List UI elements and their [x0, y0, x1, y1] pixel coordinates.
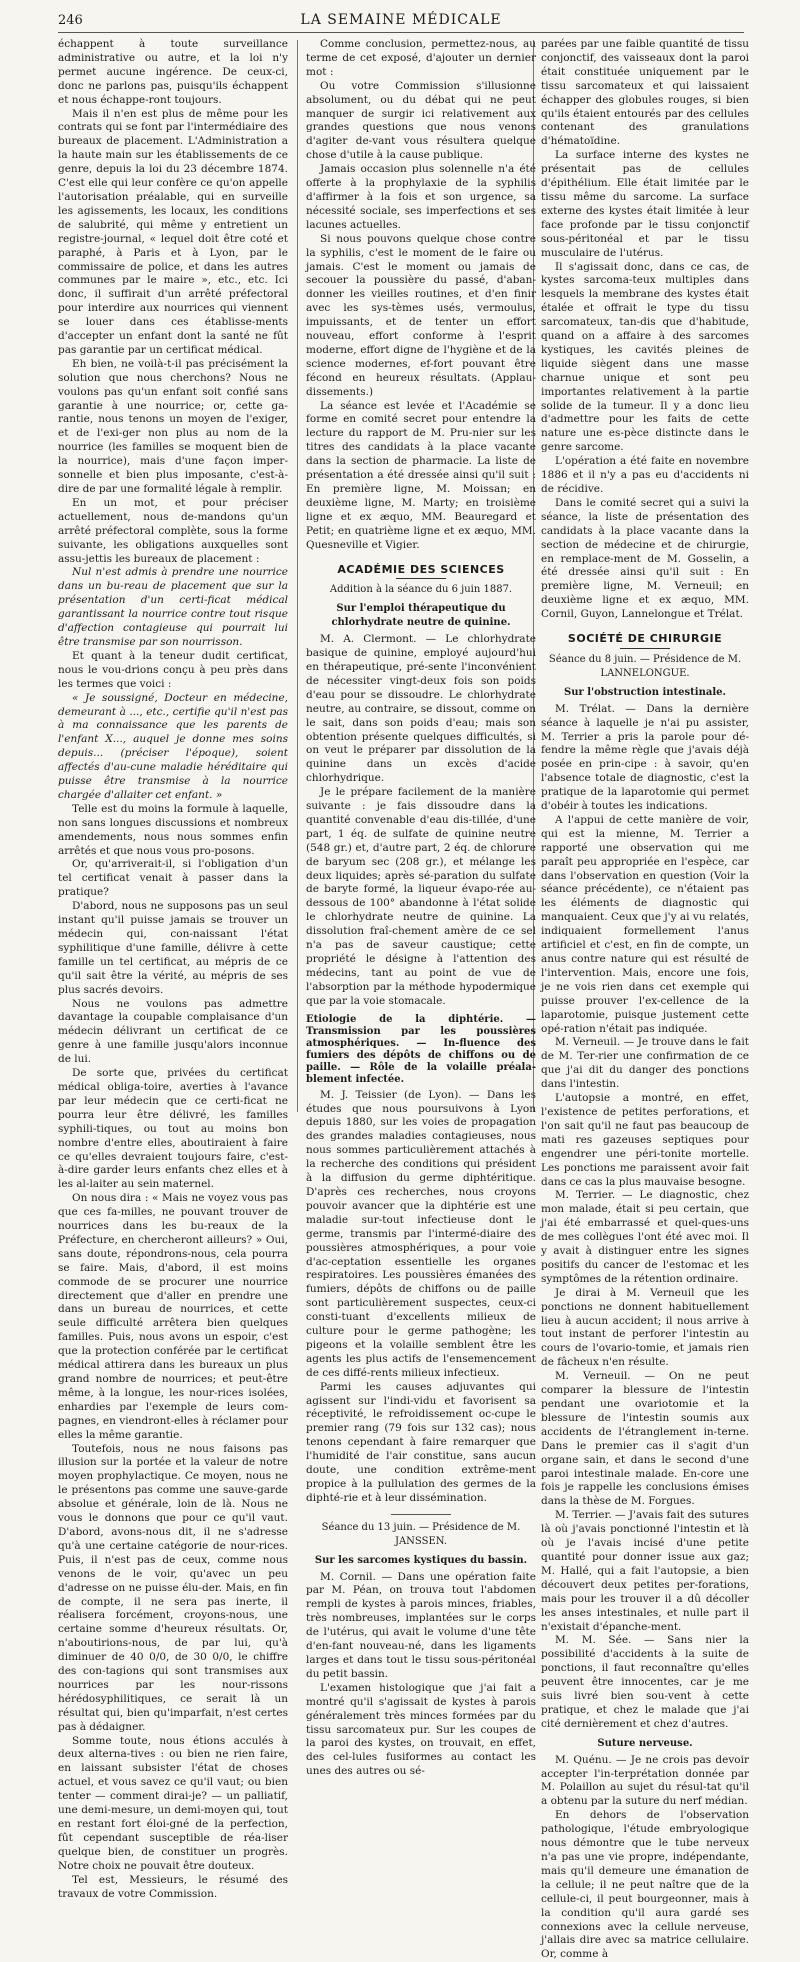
section-heading-chirurgie: SOCIÉTÉ DE CHIRURGIE — [567, 632, 723, 646]
paragraph: Dans le comité secret qui a suivi la séance, la liste de présentation des candidats à la place vacante dans la section de médecine et de chirurgie, en remplace-ment de M. Gosselin, a été dressée ainsi qu'il suit : En première ligne, M. Verneuil; en deuxième ligne et ex æquo, MM. Cornil, Guyon, Lannelongue et Trélat. — [541, 496, 749, 621]
column-right — [541, 38, 749, 1961]
divider-rule — [391, 1514, 451, 1515]
journal-title: LA SEMAINE MÉDICALE — [300, 12, 502, 28]
article-subheading: Suture nerveuse. — [597, 1737, 693, 1749]
paragraph: Ou votre Commission s'illusionne absolument, ou du débat qui ne peut manquer de surgir ici relativement aux grandes questions que nous venons d'agiter de-vant vous résultera quelque chose d'utile à la cause publique. — [306, 79, 536, 162]
paragraph: L'examen histologique que j'ai fait a montré qu'il s'agissait de kystes à parois généralement très minces formées par du tissu sarcomateux pur. Sur les coupes de la paroi des kystes, on trouvait, en effet, des cel-lules fusiformes au contact les unes des autres ou sé- — [306, 1681, 536, 1778]
paragraph: Je le prépare facilement de la manière suivante : je fais dissoudre dans la quantité convenable d'eau dis-tillée, d'une part, 1 éq. de sulfate de quinine neutre (548 gr.) et, d'autre part, 2 éq. de chlorure de baryum sec (208 gr.), et mélange les deux liquides; après sé-paration du sulfate de baryte formé, la liqueur évapo-rée au-dessous de 100° abandonne à l'état solide le chlorhydrate neutre de quinine. La dissolution fraî-chement amère de ce sel n'a pas de saveur caustique; cette propriété le désigne à l'attention des médecins, tant au point de vue de l'absorption par la méthode hypodermique que par la voie stomacale. — [306, 786, 536, 1007]
paragraph: Jamais occasion plus solennelle n'a été offerte à la prophylaxie de la syphilis d'affirmer à la fois et son urgence, sa nécessité sociale, ses imperfections et ses lacunes actuelles. — [306, 163, 536, 231]
session-line: Addition à la séance du 6 juin 1887. — [329, 584, 513, 596]
article-subheading: Sur l'emploi thérapeutique du chlorhydrate neutre de quinine. — [331, 603, 511, 629]
paragraph: M. Terrier. — Le diagnostic, chez mon malade, était si peu certain, que j'ai été embarrassé et quel-ques-uns de mes collègues l'ont été avec moi. Il y avait à distinguer entre les signes positifs du cancer de l'estomac et les symptômes de la rétention ordinaire. — [541, 1189, 749, 1285]
paragraph: Eh bien, ne voilà-t-il pas précisément la solution que nous cherchons? Nous ne voulons pas qu'un enfant soit confié sans garantie à une nourrice; or, cette ga-rantie, nous tenons un moyen de l'exiger, et de l'exi-ger non plus au nom de la nourrice (les familles se moquent bien de la nourrice), mais d'une façon imper-sonnelle et bien plus imposante, c'est-à-dire de par une formalité légale à remplir. — [58, 357, 288, 495]
paragraph: L'autopsie a montré, en effet, l'existence de petites perforations, et l'on sait qu'il ne faut pas beaucoup de mati res gazeuses septiques pour engendrer une péri-tonite mortelle. Les ponctions me paraissent avoir fait dans ce cas la plus mauvaise besogne. — [541, 1092, 749, 1188]
paragraph: Toutefois, nous ne nous faisons pas illusion sur la portée et la valeur de notre moyen prophylactique. Ce moyen, nous ne le présentons pas comme une sauve-garde absolue et générale, loin de là. Nous ne vous le donnons que pour ce qu'il vaut. D'abord, avons-nous dit, il ne s'adresse qu'à une certaine catégorie de nour-rices. Puis, il n'est pas de ceux, comme nous venons de le voir, qu'avec un peu d'adresse on ne puisse élu-der. Mais, en fin de compte, il ne sera pas inerte, il réalisera forcément, croyons-nous, une certaine somme d'heureux résultats. Or, n'aboutirions-nous, de par lui, qu'à diminuer de 40 0/0, de 30 0/0, le chiffre des con-tagions qui sont transmises aux nourrices par les nour-rissons hérédosyphilitiques, ce serait là un résultat qui, bien qu'imparfait, n'est certes pas à dédaigner. — [58, 1442, 288, 1733]
session-line: Séance du 8 juin. — Présidence de M. LANNELONGUE. — [548, 653, 742, 679]
paragraph: M. M. Sée. — Sans nier la possibilité d'accidents à la suite de ponctions, il faut reconnaître qu'elles peuvent être innocentes, car je me suis livré bien sou-vent à cette pratique, et chez le malade que j'ai cité dernièrement et chez d'autres. — [541, 1634, 749, 1730]
paragraph: M. Verneuil. — Je trouve dans le fait de M. Ter-rier une confirmation de ce que j'ai dit du danger des ponctions dans l'intestin. — [541, 1036, 749, 1091]
article-subheading: Etiologie de la diphtérie. — Transmission par les poussières atmosphériques. — In-fluence des fumiers des dépôts de chiffons ou de paille. — Rôle de la volaille préala-blement infectée. — [306, 1013, 536, 1085]
paragraph: Tel est, Messieurs, le résumé des travaux de votre Commission. — [58, 1873, 288, 1900]
paragraph: La surface interne des kystes ne présentait pas de cellules d'épithélium. Elle était limitée par le tissu même du sarcome. La surface externe des kystes était limitée à leur face profonde par le tissu conjonctif sous-péritonéal et par le tissu musculaire de l'utérus. — [541, 149, 749, 259]
paragraph: Nul n'est admis à prendre une nourrice dans un bu-reau de placement que sur la présentation d'un certi-ficat médical garantissant la nourrice contre tout risque d'affection contagieuse qui pourrait lui être transmise par son nourrisson. — [58, 566, 288, 648]
page-header — [58, 10, 744, 33]
column-left — [58, 38, 288, 1900]
section-heading-academie: ACADÉMIE DES SCIENCES — [337, 562, 505, 576]
paragraph: Si nous pouvons quelque chose contre la syphilis, c'est le moment de le faire ou jamais. C'est le moment ou jamais de secouer la poussière du passé, d'aban-donner les vieilles routines, et d'en finir avec les sys-tèmes usés, vermoulus, impuissants, et de tenter un effort nouveau, effort conforme à l'esprit moderne, effort digne de l'hygiène et de la science modernes, ef-fort pouvant être fécond en heureux résultats. (Applau-dissements.) — [306, 232, 536, 398]
paragraph: « Je soussigné, Docteur en médecine, demeurant à ..., etc., certifie qu'il n'est pas à ma connaissance que les parents de l'enfant X..., auquel je donne mes soins depuis... (préciser l'époque), soient affectés d'au-cune maladie héréditaire qui puisse être transmise à la nourrice chargée d'allaiter cet enfant. » — [58, 691, 288, 801]
paragraph: La séance est levée et l'Académie se forme en comité secret pour entendre la lecture du rapport de M. Pru-nier sur les titres des candidats à la place vacante dans la section de pharmacie. La liste de présentation a été dressée ainsi qu'il suit : En première ligne, M. Moissan; en deuxième ligne, M. Marty; en troisième ligne et ex æquo, MM. Beauregard et Petit; en quatrième ligne et ex æquo, MM. Quesneville et Vigier. — [306, 399, 536, 551]
session-line: Séance du 13 juin. — Présidence de M. JANSSEN. — [321, 1521, 521, 1547]
paragraph: M. Quénu. — Je ne crois pas devoir accepter l'in-terprétation donnée par M. Polaillon au sujet du résul-tat qu'il a obtenu par la suture du nerf médian. — [541, 1753, 749, 1808]
column-middle — [306, 38, 536, 1778]
paragraph: M. Verneuil. — On ne peut comparer la blessure de l'intestin pendant une ovariotomie et la blessure de l'intestin soumis aux accidents de l'étranglement in-terne. Dans le premier cas il s'agit d'un organe sain, et dans le second d'une paroi intestinale malade. En-core une fois je rappelle les conclusions émises dans la thèse de M. Forgues. — [541, 1370, 749, 1508]
paragraph: On nous dira : « Mais ne voyez vous pas que ces fa-milles, ne pouvant trouver de nourrices dans les bu-reaux de la Préfecture, en chercheront ailleurs? » Oui, sans doute, répondrons-nous, cela pourra se faire. Mais, d'abord, il est moins commode de se procurer une nourrice directement que d'aller en prendre une dans un bureau de nourrices, et cette seule difficulté arrêtera bien quelques familles. Puis, nous avons un espoir, c'est que la protection conférée par le certificat médical attirera dans les bureaux un plus grand nombre de nourrices; et peut-être même, à la longue, les nour-rices isolées, enhardies par l'exemple de leurs com-pagnes, en viendront-elles à réclamer pour elles la même garantie. — [58, 1192, 288, 1441]
paragraph: Il s'agissait donc, dans ce cas, de kystes sarcoma-teux multiples dans lesquels la membrane des kystes était étalée et offrait le type du tissu sarcomateux, tan-dis que d'habitude, quand on a affaire à des sarcomes kystiques, les cavités pleines de liquide siègent dans une masse charnue unique et sont peu importantes relativement à la partie solide de la tumeur. Il y a donc lieu d'admettre pour les faits de cette nature une es-pèce distincte dans le genre sarcome. — [541, 260, 749, 454]
paragraph: M. J. Teissier (de Lyon). — Dans les études que nous poursuivons à Lyon depuis 1880, sur les voies de propagation des grandes maladies contagieuses, nous nous sommes particulièrement attachés à la recherche des conditions qui président à la diffusion du germe diphtéritique. D'après ces recherches, nous croyons pouvoir avancer que la diphtérie est une maladie sur-tout infectieuse dont le germe, transmis par l'intermé-diaire des poussières atmosphériques, a pour voie d'ac-ceptation essentielle les organes respiratoires. Les poussières émanées des fumiers, dépôts de chiffons ou de paille sont particulièrement suspectes, ceux-ci consti-tuant d'excellents milieux de culture pour le germe pathogène; les pigeons et la volaille semblent être les agents les plus actifs de l'ensemencement de ces diffé-rents milieux infectieux. — [306, 1088, 536, 1379]
article-subheading: Sur les sarcomes kystiques du bassin. — [314, 1554, 528, 1566]
paragraph: Comme conclusion, permettez-nous, au terme de cet exposé, d'ajouter un dernier mot : — [306, 38, 536, 78]
paragraph: Or, qu'arriverait-il, si l'obligation d'un tel certificat venait à passer dans la pratique? — [58, 858, 288, 899]
paragraph: Mais il n'en est plus de même pour les contrats qui se font par l'intermédiaire des bureaux de placement. L'Administration a la haute main sur les établissements de ce genre, depuis la loi du 23 décembre 1874. C'est elle qui leur confère ce qu'on appelle l'autorisation préalable, qui en surveille les agissements, les locaux, les conditions de salubrité, qui même y entretient un registre-journal, « lequel doit être coté et paraphé, à Paris et à Lyon, par le commissaire de police, et dans les autres communes par le maire », etc., etc. Ici donc, il suffirait d'un arrêté préfectoral pour interdire aux nourrices qui viennent se louer dans ces établisse-ments d'accepter un enfant dont la santé ne fût pas garantie par un certificat médical. — [58, 107, 288, 356]
paragraph: échappent à toute surveillance administrative ou autre, et la loi n'y permet aucune ingérence. De ceux-ci, donc ne parlons pas, puisqu'ils échappent et nous échappe-ront toujours. — [58, 38, 288, 106]
paragraph: parées par une faible quantité de tissu conjonctif, des vaisseaux dont la paroi était constituée uniquement par le tissu sarcomateux et qui laissaient échapper des globules rouges, si bien qu'ils étaient entourés par des cellules contenant des granulations d'hématoïdine. — [541, 38, 749, 148]
paragraph: D'abord, nous ne supposons pas un seul instant qu'il puisse jamais se trouver un médecin qui, con-naissant l'état syphilitique d'une famille, délivre à cette famille un tel certificat, au mépris de ce qu'il sait être la vérité, au mépris de ses plus sacrés devoirs. — [58, 900, 288, 996]
page-number: 246 — [58, 13, 83, 28]
paragraph: M. Cornil. — Dans une opération faite par M. Péan, on trouva tout l'abdomen rempli de kystes à parois minces, friables, très nombreuses, implantées sur le corps de l'utérus, qui avait le volume d'une tête d'en-fant nouveau-né, dans les ligaments larges et dans tout le tissu sous-péritonéal du petit bassin. — [306, 1570, 536, 1680]
paragraph: A l'appui de cette manière de voir, qui est la mienne, M. Terrier a rapporté une observation qui me paraît peu appropriée en l'espèce, car dans l'observation en question (Voir la séance précédente), ce n'étaient pas les éléments de diagnostic qui manquaient. Ceux que j'y ai vu relatés, indiquaient formellement l'anus artificiel et c'est, en fin de compte, un anus contre nature qui est résulté de l'intervention. Mais, encore une fois, je ne vois rien dans cet exemple qui puisse prouver l'ex-cellence de la laparotomie, puisque justement cette opé-ration n'était pas indiquée. — [541, 813, 749, 1035]
article-subheading: Sur l'obstruction intestinale. — [564, 686, 726, 698]
paragraph: Parmi les causes adjuvantes qui agissent sur l'indi-vidu et favorisent sa réceptivité, le refroidissement oc-cupe le premier rang (79 fois sur 132 cas); nous tenons cependant à faire remarquer que l'humidité de l'air constitue, sans aucun doute, une condition extrême-ment propice à la pullulation des germes de la diphté-rie et à leur dissémination. — [306, 1380, 536, 1504]
paragraph: M. Terrier. — J'avais fait des sutures là où j'avais ponctionné l'intestin et là où je l'avais incisé d'une petite quantité pour donner issue aux gaz; M. Hallé, qui a fait l'autopsie, a bien découvert deux petites per-forations, mais pour les trouver il a dû décoller les anses intestinales, et nulle part il n'existait d'épanche-ment. — [541, 1509, 749, 1633]
paragraph: Telle est du moins la formule à laquelle, non sans longues discussions et nombreux amendements, nous nous sommes enfin arrêtés et que nous vous pro-posons. — [58, 802, 288, 857]
paragraph: Nous ne voulons pas admettre davantage la coupable complaisance d'un médecin délivrant un certificat de ce genre à une famille jusqu'alors inconnue de lui. — [58, 997, 288, 1066]
heading-rule — [396, 578, 446, 579]
column-divider — [297, 40, 298, 1112]
paragraph: Et quant à la teneur dudit certificat, nous le vou-drions conçu à peu près dans les termes que voici : — [58, 649, 288, 690]
paragraph: En dehors de l'observation pathologique, l'étude embryologique nous démontre que le tube nerveux n'a pas une vie propre, indépendante, mais qu'il demeure une émanation de la cellule; il ne peut naître que de la cellule-ci, il peut bourgeonner, mais à la condition qu'il aura gardé ses connexions avec la cellule nerveuse, j'allais dire avec sa matrice cellulaire. Or, comme à — [541, 1809, 749, 1961]
paragraph: M. Trélat. — Dans la dernière séance à laquelle je n'ai pu assister, M. Terrier a pris la parole pour dé-fendre la même règle que j'avais déjà posée en prin-cipe : à savoir, qu'en l'absence totale de diagnostic, c'est la pratique de la laparotomie qui permet d'obéir à toutes les indications. — [541, 702, 749, 813]
paragraph: Somme toute, nous étions acculés à deux alterna-tives : ou bien ne rien faire, en laissant subsister l'état de choses actuel, et vous savez ce qu'il vaut; ou bien tenter — comment dirai-je? — un palliatif, une demi-mesure, un demi-moyen qui, tout en restant fort éloi-gné de la perfection, fût cependant susceptible de réa-liser quelque bien, de constituer un progrès. Notre choix ne pouvait être douteux. — [58, 1734, 288, 1872]
paragraph: De sorte que, privées du certificat médical obliga-toire, averties à l'avance par leur médecin que ce certi-ficat ne pourra leur être délivré, les familles syphili-tiques, ou tout au moins bon nombre d'entre elles, aboutiraient à faire ce qu'elles devraient toujours faire, c'est-à-dire garder leurs enfants chez elles et à les al-laiter au sein maternel. — [58, 1067, 288, 1191]
paragraph: L'opération a été faite en novembre 1886 et il n'y a pas eu d'accidents ni de récidive. — [541, 455, 749, 495]
heading-rule — [620, 648, 670, 649]
paragraph: En un mot, et pour préciser actuellement, nous de-mandons qu'un arrêté préfectoral complète, sous la forme suivante, les obligations auxquelles sont assu-jettis les bureaux de placement : — [58, 496, 288, 565]
paragraph: Je dirai à M. Verneuil que les ponctions ne donnent habituellement lieu à aucun accident; il nous arrive à tout instant de perforer l'intestin au cours de l'ovario-tomie, et jamais rien de fâcheux n'en résulte. — [541, 1286, 749, 1369]
paragraph: M. A. Clermont. — Le chlorhydrate basique de quinine, employé aujourd'hui en thérapeutique, pré-sente l'inconvénient de nécessiter vingt-deux fois son poids d'eau pour se dissoudre. Le chlorhydrate neutre, au contraire, se dissout, comme on le sait, dans son poids d'eau; mais son obtention présente quelques difficultés, si on veut le préparer par dissolution de la quinine dans un excès d'acide chlorhydrique. — [306, 633, 536, 785]
